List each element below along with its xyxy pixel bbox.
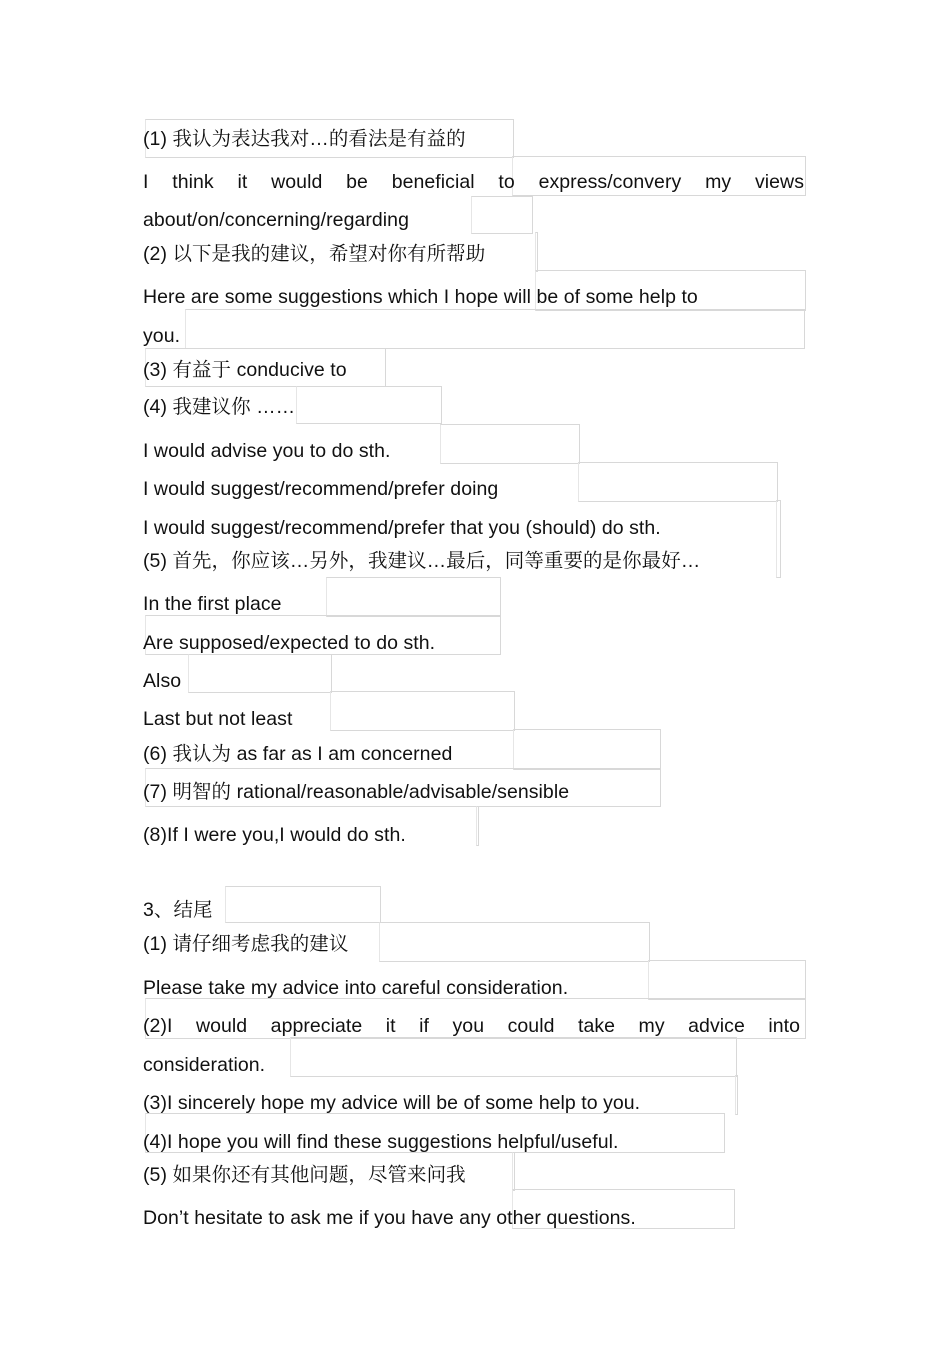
line-10: I would suggest/recommend/prefer doing: [143, 478, 499, 500]
outline-box: [476, 806, 479, 846]
outline-box: [578, 462, 778, 502]
line-18-heading: (7) 明智的 rational/reasonable/advisable/sensible: [143, 781, 570, 803]
outline-box: [512, 1152, 515, 1191]
line-4-heading: (2) 以下是我的建议，希望对你有所帮助: [143, 243, 486, 265]
line-11: I would suggest/recommend/prefer that you (should) do sth.: [143, 517, 661, 539]
outline-box: [535, 232, 538, 272]
outline-box: [735, 1075, 738, 1115]
outline-box: [225, 886, 381, 923]
line-15: Also: [143, 670, 182, 692]
line-12-heading: (5) 首先，你应该…另外，我建议…最后，同等重要的是你最好…: [143, 550, 701, 572]
line-16: Last but not least: [143, 708, 293, 730]
line-19: (8)If I were you,I would do sth.: [143, 824, 406, 846]
line-6: you.: [143, 325, 181, 347]
outline-box: [379, 922, 650, 962]
outline-box: [326, 577, 501, 617]
outline-box: [290, 1037, 737, 1077]
outline-box: [330, 691, 515, 731]
outline-box: [776, 500, 781, 578]
line-7-heading: (3) 有益于 conducive to: [143, 359, 347, 381]
line-24: consideration.: [143, 1054, 266, 1076]
outline-box: [648, 960, 806, 1000]
line-28: Don’t hesitate to ask me if you have any other questions.: [143, 1207, 636, 1229]
line-9: I would advise you to do sth.: [143, 440, 391, 462]
section-heading-3: 3、结尾: [143, 899, 213, 921]
line-2: I think it would be beneficial to express/convery my views: [143, 171, 804, 193]
outline-box: [188, 654, 332, 693]
line-1-heading: (1) 我认为表达我对…的看法是有益的: [143, 128, 466, 150]
outline-box: [185, 309, 805, 349]
line-25: (3)I sincerely hope my advice will be of some help to you.: [143, 1092, 641, 1114]
line-8-heading: (4) 我建议你 ……: [143, 396, 296, 418]
outline-box: [513, 729, 661, 770]
outline-box: [296, 386, 442, 424]
line-3: about/on/concerning/regarding: [143, 209, 409, 231]
line-26: (4)I hope you will find these suggestions helpful/useful.: [143, 1131, 619, 1153]
line-17-heading: (6) 我认为 as far as I am concerned: [143, 743, 453, 765]
line-27-heading: (5) 如果你还有其他问题，尽管来问我: [143, 1164, 466, 1186]
line-23: (2)I would appreciate it if you could take my advice into: [143, 1015, 800, 1037]
line-5: Here are some suggestions which I hope will be of some help to: [143, 286, 698, 308]
line-21-heading: (1) 请仔细考虑我的建议: [143, 933, 349, 955]
line-13: In the first place: [143, 593, 282, 615]
outline-box: [440, 424, 580, 464]
line-22: Please take my advice into careful consideration.: [143, 977, 569, 999]
outline-box: [471, 196, 533, 234]
line-14: Are supposed/expected to do sth.: [143, 632, 436, 654]
